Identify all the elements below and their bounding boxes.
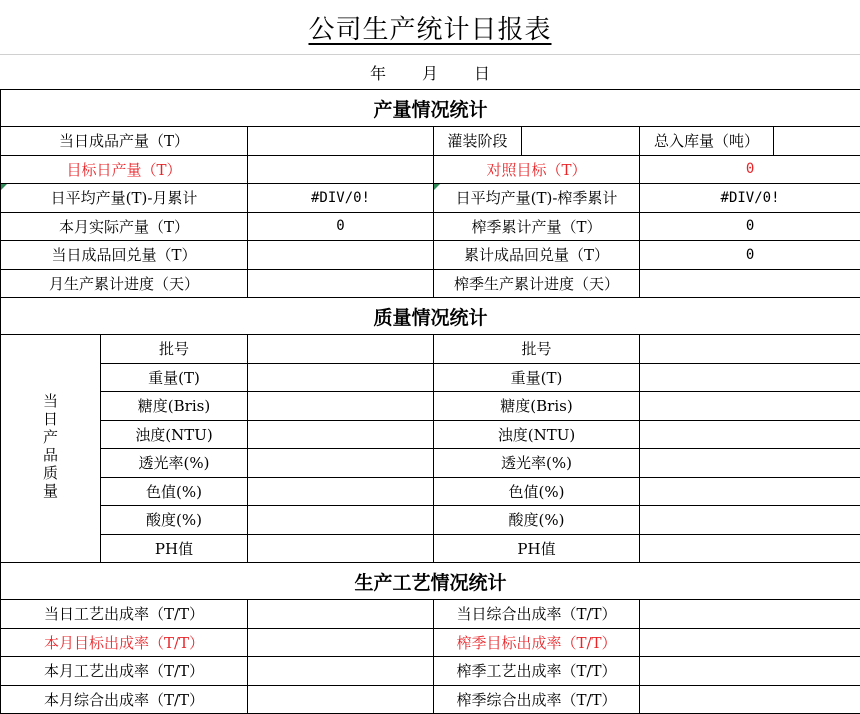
quality-row-label: 透光率(%) — [434, 449, 640, 478]
process-row-label: 本月目标出成率（T/T） — [1, 628, 248, 657]
quality-cell[interactable] — [640, 335, 860, 364]
quality-row-label: 重量(T) — [101, 363, 248, 392]
avg-month-label: 日平均产量(T)-月累计 — [1, 184, 248, 213]
cum-return-label: 累计成品回兑量（T） — [434, 241, 640, 270]
table-row — [1, 127, 860, 156]
quality-row-label: 批号 — [434, 335, 640, 364]
table-row — [1, 363, 860, 392]
quality-cell[interactable] — [640, 506, 860, 535]
process-section-header — [1, 563, 860, 600]
month-label: 月 — [422, 61, 438, 84]
total-storage-cell[interactable] — [774, 127, 860, 156]
month-actual-value[interactable]: 0 — [248, 212, 434, 241]
table-row — [1, 477, 860, 506]
process-row-label: 当日工艺出成率（T/T） — [1, 600, 248, 629]
compare-target-label: 对照目标（T） — [434, 155, 640, 184]
report-title: 公司生产统计日报表 — [308, 9, 551, 46]
quality-cell[interactable] — [640, 534, 860, 563]
process-row-label: 本月综合出成率（T/T） — [1, 685, 248, 714]
table-row — [1, 685, 860, 714]
quality-row-label: 酸度(%) — [434, 506, 640, 535]
quality-cell[interactable] — [248, 363, 434, 392]
process-cell[interactable] — [640, 628, 860, 657]
quality-cell[interactable] — [640, 363, 860, 392]
quality-row-label: 色值(%) — [434, 477, 640, 506]
quality-heading: 质量情况统计 — [1, 298, 860, 335]
quality-row-label: 重量(T) — [434, 363, 640, 392]
today-return-label: 当日成品回兑量（T） — [1, 241, 248, 270]
process-row-label: 榨季目标出成率（T/T） — [434, 628, 640, 657]
table-row — [1, 449, 860, 478]
season-progress-cell[interactable] — [640, 269, 860, 298]
quality-row-label: PH值 — [101, 534, 248, 563]
table-row — [1, 155, 860, 184]
filling-stage-cell[interactable] — [522, 127, 640, 156]
today-output-label: 当日成品产量（T） — [1, 127, 248, 156]
quality-cell[interactable] — [248, 392, 434, 421]
quality-side-label: 当日产品质量 — [1, 335, 101, 563]
quality-cell[interactable] — [248, 335, 434, 364]
quality-row-label: 色值(%) — [101, 477, 248, 506]
quality-row-label: 浊度(NTU) — [101, 420, 248, 449]
avg-month-value[interactable]: #DIV/0! — [248, 184, 434, 213]
table-row — [1, 506, 860, 535]
table-row — [1, 657, 860, 686]
target-daily-label: 目标日产量（T） — [1, 155, 248, 184]
quality-cell[interactable] — [640, 449, 860, 478]
process-cell[interactable] — [640, 685, 860, 714]
quality-cell[interactable] — [248, 477, 434, 506]
process-cell[interactable] — [640, 657, 860, 686]
season-cum-label: 榨季累计产量（T） — [434, 212, 640, 241]
month-progress-cell[interactable] — [248, 269, 434, 298]
quality-cell[interactable] — [248, 449, 434, 478]
report-table — [0, 89, 860, 714]
total-storage-label: 总入库量（吨） — [640, 127, 774, 156]
process-row-label: 榨季综合出成率（T/T） — [434, 685, 640, 714]
quality-cell[interactable] — [248, 506, 434, 535]
month-progress-label: 月生产累计进度（天） — [1, 269, 248, 298]
title-row — [0, 0, 860, 55]
quality-cell[interactable] — [640, 477, 860, 506]
season-progress-label: 榨季生产累计进度（天） — [434, 269, 640, 298]
month-actual-label: 本月实际产量（T） — [1, 212, 248, 241]
process-cell[interactable] — [640, 600, 860, 629]
quality-row-label: 透光率(%) — [101, 449, 248, 478]
table-row — [1, 241, 860, 270]
today-output-cell[interactable] — [248, 127, 434, 156]
cum-return-value[interactable]: 0 — [640, 241, 860, 270]
day-label: 日 — [474, 61, 490, 84]
table-row — [1, 212, 860, 241]
table-row — [1, 269, 860, 298]
today-return-cell[interactable] — [248, 241, 434, 270]
process-row-label: 本月工艺出成率（T/T） — [1, 657, 248, 686]
process-cell[interactable] — [248, 685, 434, 714]
table-row — [1, 184, 860, 213]
table-row — [1, 392, 860, 421]
table-row — [1, 628, 860, 657]
quality-row-label: 批号 — [101, 335, 248, 364]
quality-row-label: 浊度(NTU) — [434, 420, 640, 449]
production-section-header — [1, 90, 860, 127]
avg-season-label: 日平均产量(T)-榨季累计 — [434, 184, 640, 213]
quality-cell[interactable] — [640, 420, 860, 449]
table-row — [1, 600, 860, 629]
process-cell[interactable] — [248, 600, 434, 629]
quality-cell[interactable] — [248, 534, 434, 563]
process-row-label: 榨季工艺出成率（T/T） — [434, 657, 640, 686]
quality-cell[interactable] — [640, 392, 860, 421]
target-daily-cell[interactable] — [248, 155, 434, 184]
year-label: 年 — [370, 61, 386, 84]
table-row — [1, 534, 860, 563]
process-heading: 生产工艺情况统计 — [1, 563, 860, 600]
process-row-label: 当日综合出成率（T/T） — [434, 600, 640, 629]
season-cum-value[interactable]: 0 — [640, 212, 860, 241]
production-heading: 产量情况统计 — [1, 90, 860, 127]
process-cell[interactable] — [248, 628, 434, 657]
quality-section-header — [1, 298, 860, 335]
avg-season-value[interactable]: #DIV/0! — [640, 184, 860, 213]
table-row — [1, 335, 860, 364]
quality-row-label: 糖度(Bris) — [101, 392, 248, 421]
quality-row-label: 糖度(Bris) — [434, 392, 640, 421]
date-row — [0, 55, 860, 89]
quality-row-label: 酸度(%) — [101, 506, 248, 535]
filling-stage-label: 灌装阶段 — [434, 127, 522, 156]
table-row — [1, 420, 860, 449]
quality-cell[interactable] — [248, 420, 434, 449]
quality-row-label: PH值 — [434, 534, 640, 563]
compare-target-value[interactable]: 0 — [640, 155, 860, 184]
process-cell[interactable] — [248, 657, 434, 686]
